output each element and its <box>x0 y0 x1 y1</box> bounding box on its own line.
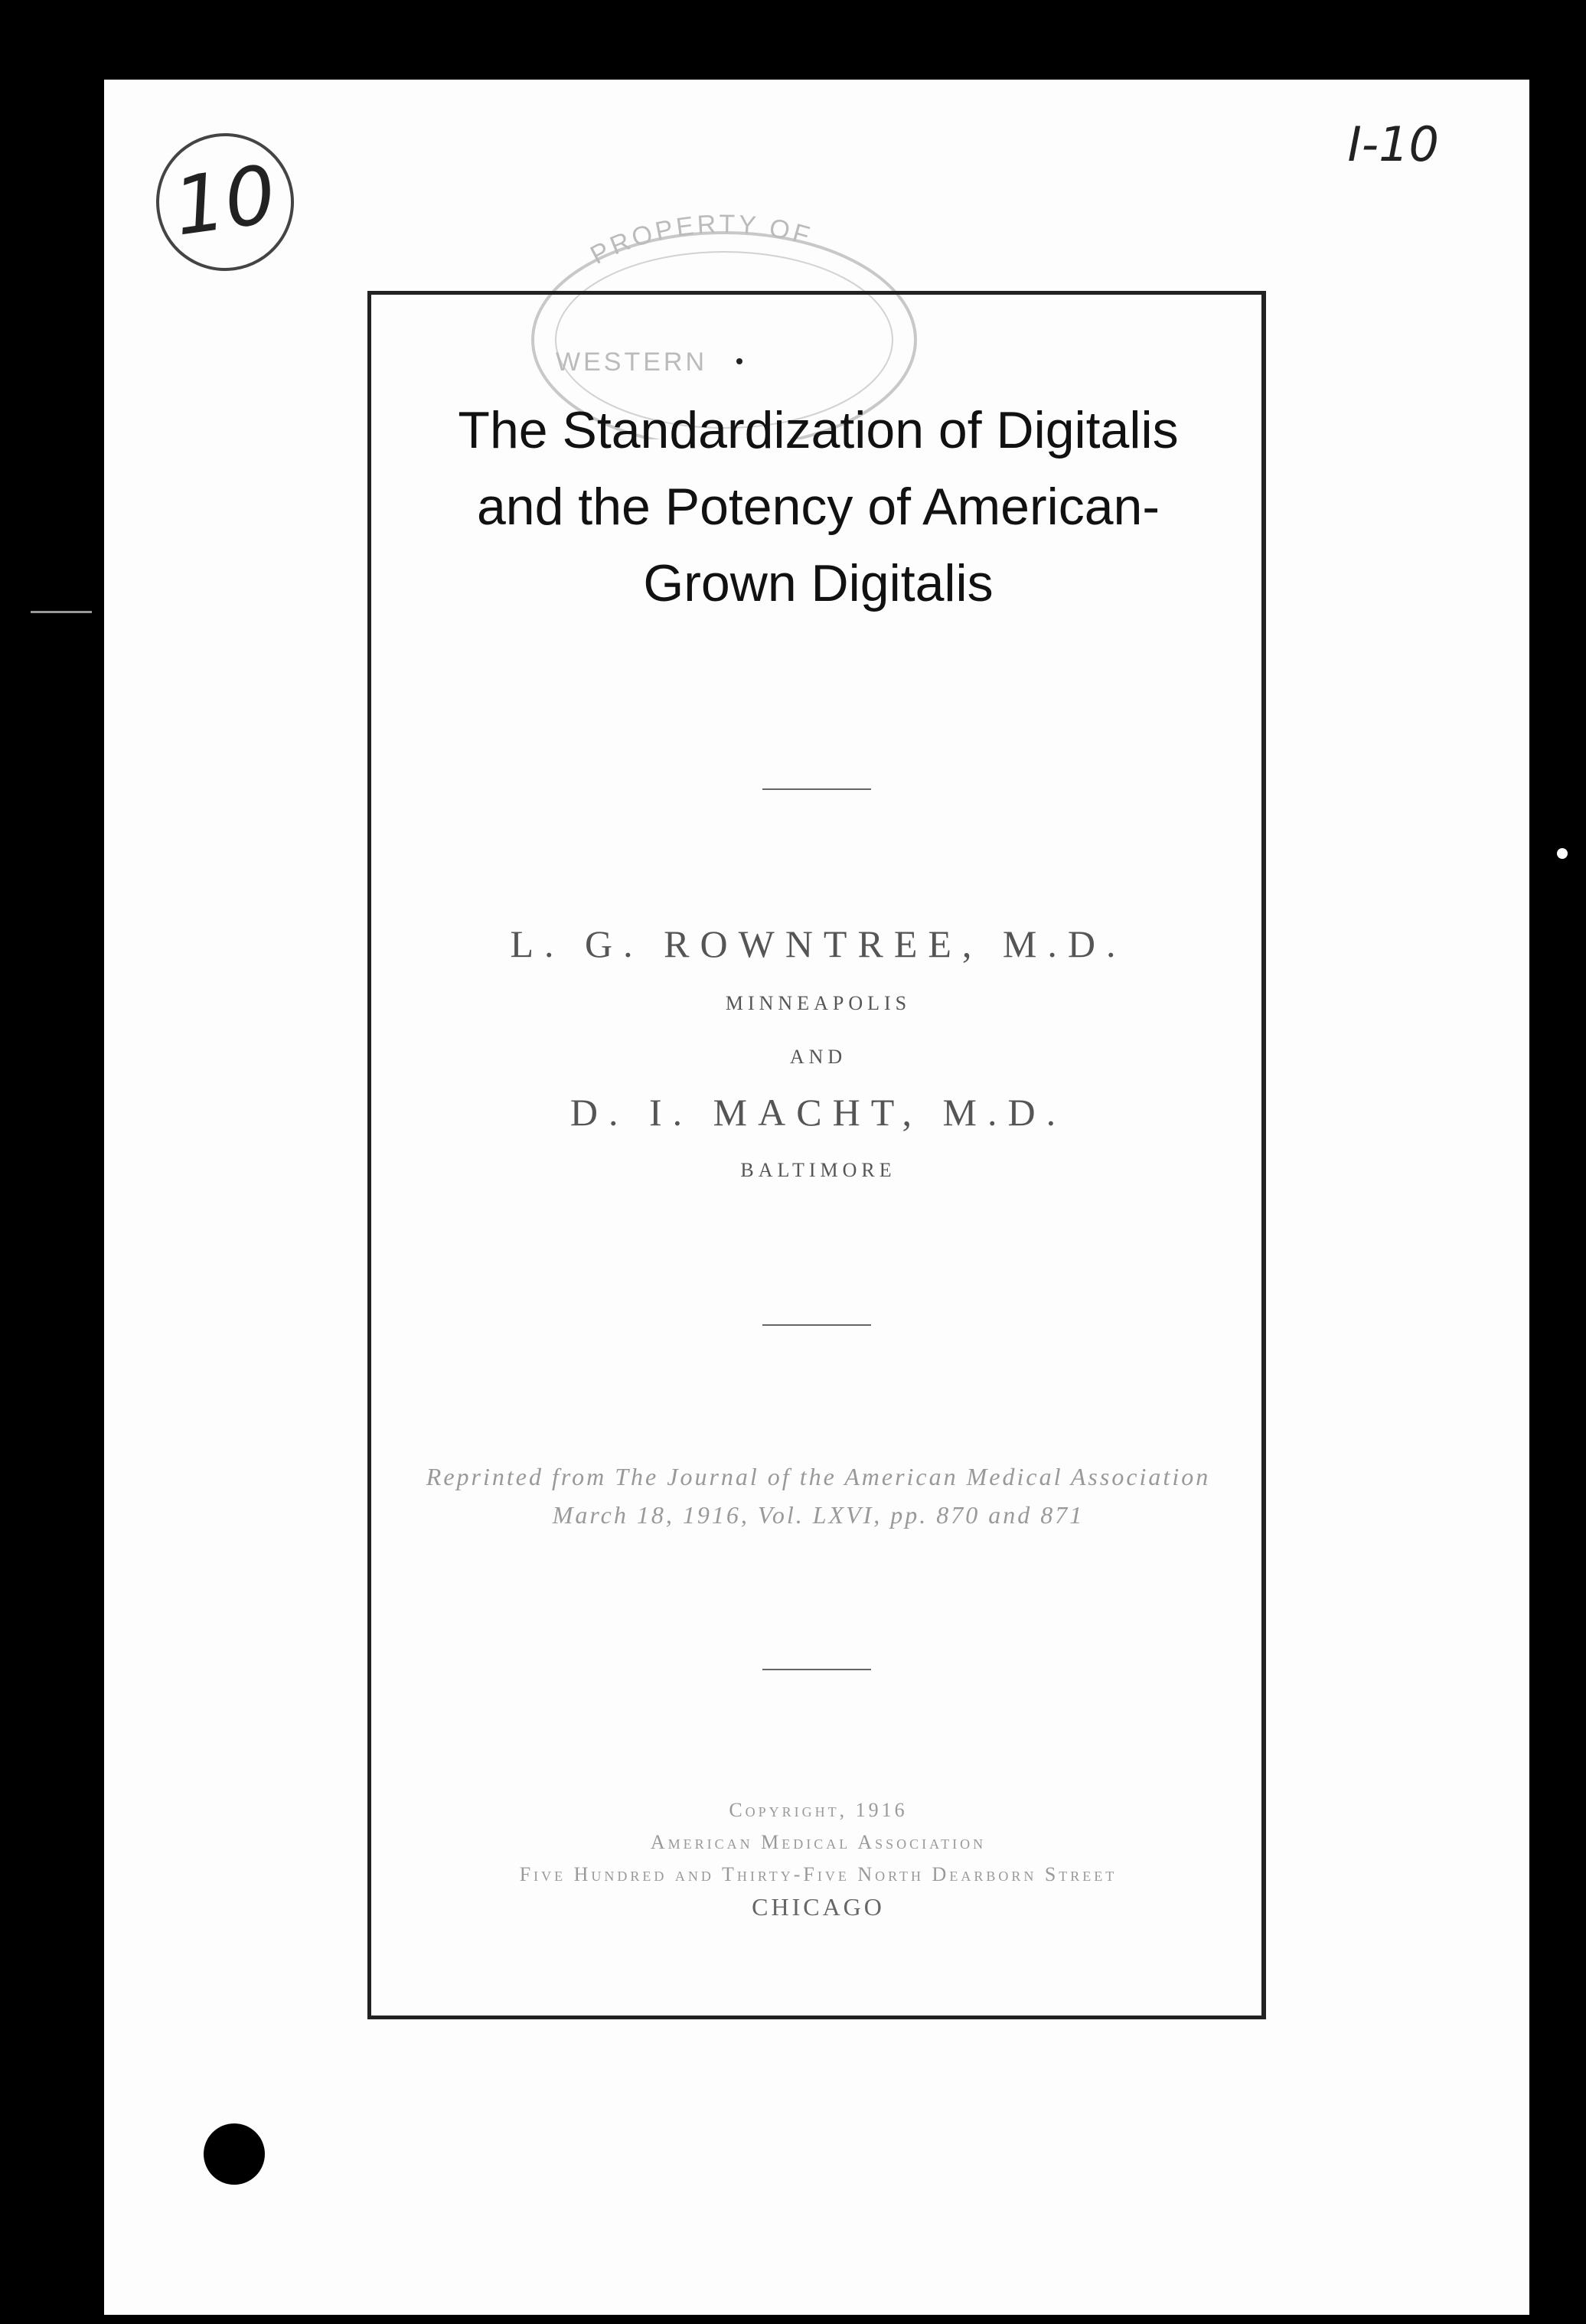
title-line-2: and the Potency of American- <box>476 478 1160 536</box>
divider-rule-2 <box>762 1324 871 1326</box>
copyright-city: CHICAGO <box>752 1893 885 1921</box>
copyright-line-2: American Medical Association <box>650 1831 987 1853</box>
divider-rule-1 <box>762 788 871 790</box>
copyright-line-1: Copyright, 1916 <box>729 1799 908 1821</box>
binding-hole-dot <box>204 2123 265 2185</box>
corner-handwritten-mark: I-10 <box>1347 116 1439 172</box>
title-line-1: The Standardization of Digitalis <box>458 401 1179 459</box>
author-1-name: L. G. ROWNTREE, M.D. <box>510 922 1127 965</box>
document-page <box>104 80 1529 2315</box>
divider-rule-3 <box>762 1669 871 1670</box>
title-line-3: Grown Digitalis <box>643 554 994 612</box>
stamp-text-middle: WESTERN <box>556 348 707 377</box>
reprint-line-2: March 18, 1916, Vol. LXVI, pp. 870 and 871 <box>552 1501 1085 1529</box>
reprint-notice <box>387 1457 1249 1534</box>
author-2-name: D. I. MACHT, M.D. <box>569 1091 1067 1134</box>
edge-speck <box>1557 848 1568 859</box>
author-conjunction: AND <box>789 1046 847 1068</box>
copyright-line-3: Five Hundred and Thirty-Five North Dearborn Street <box>519 1863 1118 1885</box>
author-2-city: BALTIMORE <box>740 1159 896 1181</box>
copyright-block <box>387 1794 1249 1923</box>
reprint-line-1: Reprinted from The Journal of the American Medical Association <box>426 1463 1211 1490</box>
document-title <box>387 392 1249 622</box>
margin-dash <box>31 611 92 613</box>
author-1-city: MINNEAPOLIS <box>725 992 912 1014</box>
circled-page-number: 10 <box>147 124 302 279</box>
stamp-text-top: PROPERTY OF <box>586 209 816 270</box>
